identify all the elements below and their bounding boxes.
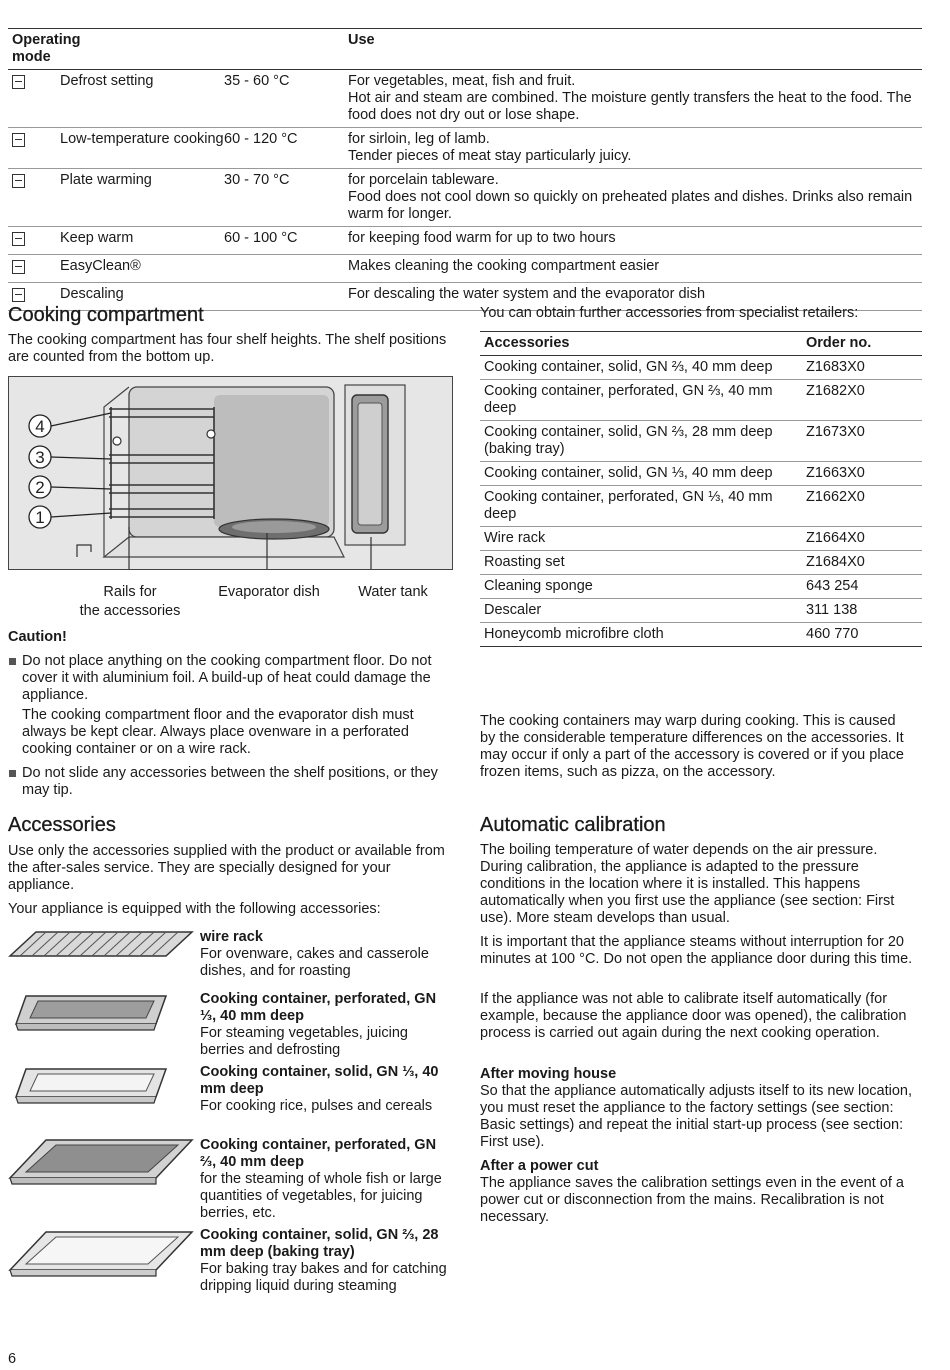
compartment-diagram	[9, 377, 452, 569]
table-row	[480, 380, 922, 421]
accessory-baking-tray: Cooking container, solid, GN ⅔, 28 mm deep (baking tray) For baking tray bakes and for catching dripping liquid during steaming	[200, 1227, 447, 1294]
mode-name: Defrost setting	[60, 73, 154, 89]
mode-use: for porcelain tableware. Food does not cool down so quickly on preheated plates and dishes. Drinks also remain warm for longer.	[348, 172, 913, 222]
heading-automatic-calibration: Automatic calibration	[480, 814, 666, 836]
low-temperature-icon	[12, 133, 25, 147]
solid-container-small-image	[6, 1063, 176, 1105]
header-order-no: Order no.	[806, 335, 872, 351]
table-row	[480, 599, 922, 623]
caption-evaporator-dish: Evaporator dish	[218, 584, 320, 600]
table-row	[480, 462, 922, 486]
order-numbers-table	[480, 331, 922, 647]
order-number: 311 138	[806, 602, 858, 618]
caution-bullet-2: Do not slide any accessories between the shelf positions, or they may tip.	[8, 765, 453, 799]
caution-bullet-1: Do not place anything on the cooking compartment floor. Do not cover it with aluminium foil. A build-up of heat could damage the appliance.	[8, 653, 453, 704]
descaling-icon	[12, 288, 25, 302]
accessory-name: Honeycomb microfibre cloth	[484, 626, 664, 642]
heading-accessories: Accessories	[8, 814, 116, 836]
after-moving-text: So that the appliance automatically adjusts itself to its new location, you must reset the appliance to the factory settings (see section: Basic settings) and repeat the initial start-up process (see section: First use).	[480, 1083, 913, 1150]
table-row	[480, 575, 922, 599]
header-use: Use	[348, 32, 375, 48]
calibration-p2: It is important that the appliance steams without interruption for 20 minutes at 100 °C. Do not open the appliance door during this time.	[480, 934, 913, 967]
mode-use: For vegetables, meat, fish and fruit. Hot air and steam are combined. The moisture gently transfers the heat to the food. The food does not dry out or lose shape.	[348, 73, 912, 123]
accessory-perforated-small: Cooking container, perforated, GN ⅓, 40 mm deep For steaming vegetables, juicing berries and defrosting	[200, 991, 437, 1058]
accessory-name: Cooking container, solid, GN ⅔, 28 mm deep (baking tray)	[484, 424, 773, 457]
cooking-compartment-illustration	[8, 376, 453, 570]
calibration-p1: The boiling temperature of water depends on the air pressure. During calibration, the appliance is adapted to the pressure conditions in the location where it is installed. This happens automatically when you first use the appliance (see section: First use). More steam develops than usual.	[480, 842, 895, 926]
after-moving-title: After moving house	[480, 1066, 617, 1082]
mode-temperature: 60 - 120 °C	[224, 131, 298, 147]
order-number: 643 254	[806, 578, 859, 594]
accessory-name: Roasting set	[484, 554, 565, 570]
mode-name: EasyClean®	[60, 258, 141, 274]
mode-name: Descaling	[60, 286, 124, 302]
accessory-perforated-large: Cooking container, perforated, GN ⅔, 40 mm deep for the steaming of whole fish or large quantities of vegetables, for juicing berries, etc.	[200, 1137, 442, 1221]
mode-temperature	[224, 286, 348, 307]
table-row	[8, 169, 922, 227]
mode-use: for sirloin, leg of lamb. Tender pieces of meat stay particularly juicy.	[348, 131, 632, 164]
specialist-intro: You can obtain further accessories from specialist retailers:	[480, 305, 859, 321]
header-operating-mode: Operating mode	[12, 32, 81, 65]
order-number: Z1663X0	[806, 465, 865, 481]
perforated-container-small-image	[6, 990, 176, 1032]
accessory-name: Cooking container, solid, GN ⅓, 40 mm deep	[484, 465, 773, 481]
mode-temperature: 30 - 70 °C	[224, 172, 290, 188]
accessory-name: Cooking container, perforated, GN ⅓, 40 mm deep	[484, 489, 773, 522]
accessory-name: Cleaning sponge	[484, 578, 593, 594]
table-row	[8, 255, 922, 283]
table-row	[480, 551, 922, 575]
mode-name: Keep warm	[60, 230, 134, 246]
accessory-name: Wire rack	[484, 530, 546, 546]
mode-name: Low-temperature cooking	[60, 131, 224, 147]
perforated-container-large-image	[6, 1136, 196, 1188]
accessory-solid-small: Cooking container, solid, GN ⅓, 40 mm deep For cooking rice, pulses and cereals	[200, 1064, 439, 1114]
mode-use: Makes cleaning the cooking compartment easier	[348, 258, 660, 274]
order-number: Z1673X0	[806, 424, 865, 440]
order-number: Z1664X0	[806, 530, 865, 546]
wire-rack-image	[6, 928, 196, 960]
caption-rails: Rails for the accessories	[79, 584, 181, 619]
mode-temperature: 60 - 100 °C	[224, 230, 298, 246]
after-power-cut-text: The appliance saves the calibration settings even in the event of a power cut or disconnection from the mains. Recalibration is not necessary.	[480, 1175, 904, 1225]
accessory-name: Cooking container, solid, GN ⅔, 40 mm deep	[484, 359, 773, 375]
table-row	[480, 623, 922, 647]
table-row	[480, 356, 922, 380]
operating-modes-table	[8, 28, 922, 311]
calibration-p3: If the appliance was not able to calibrate itself automatically (for example, because the appliance door was opened), the calibration process is carried out again during the next cooking operation.	[480, 991, 907, 1041]
accessories-intro: Use only the accessories supplied with the product or available from the after-sales service. They are specially designed for your appliance.	[8, 843, 445, 893]
order-table-header	[480, 332, 922, 356]
shelf-number-1: 1	[35, 508, 45, 527]
compartment-intro: The cooking compartment has four shelf heights. The shelf positions are counted from the bottom up.	[8, 332, 447, 365]
accessory-name: Descaler	[484, 602, 542, 618]
shelf-number-4: 4	[35, 417, 45, 436]
defrost-icon	[12, 75, 25, 89]
table-row	[8, 70, 922, 128]
order-number: Z1662X0	[806, 489, 865, 505]
caution-bullet-1-extra: The cooking compartment floor and the evaporator dish must always be kept clear. Always place ovenware in a perforated cooking container or on a wire rack.	[22, 707, 414, 757]
mode-temperature: 35 - 60 °C	[224, 73, 290, 89]
mode-name: Plate warming	[60, 172, 152, 188]
mode-use: for keeping food warm for up to two hours	[348, 230, 616, 246]
baking-tray-image	[6, 1228, 196, 1280]
caution-title: Caution!	[8, 629, 67, 645]
caption-water-tank: Water tank	[358, 584, 428, 600]
order-number: Z1684X0	[806, 554, 865, 570]
keep-warm-icon	[12, 232, 25, 246]
table-row	[480, 527, 922, 551]
table-header	[8, 29, 922, 70]
heading-cooking-compartment: Cooking compartment	[8, 304, 204, 326]
order-number: Z1683X0	[806, 359, 865, 375]
accessories-equipped: Your appliance is equipped with the following accessories:	[8, 901, 381, 917]
page-number: 6	[8, 1351, 17, 1367]
shelf-number-3: 3	[35, 448, 45, 467]
table-row	[480, 486, 922, 527]
order-number: 460 770	[806, 626, 859, 642]
accessory-wire-rack: wire rack For ovenware, cakes and casserole dishes, and for roasting	[200, 929, 429, 979]
warp-note: The cooking containers may warp during cooking. This is caused by the considerable temperature differences on the accessories. It may occur if only a part of the accessory is covered or if you place frozen items, such as pizza, on the accessory.	[480, 713, 904, 780]
easyclean-icon	[12, 260, 25, 274]
table-row	[8, 128, 922, 169]
table-row	[8, 227, 922, 255]
mode-temperature	[224, 258, 348, 279]
accessory-name: Cooking container, perforated, GN ⅔, 40 mm deep	[484, 383, 773, 416]
shelf-number-2: 2	[35, 478, 45, 497]
mode-use: For descaling the water system and the evaporator dish	[348, 286, 706, 302]
order-number: Z1682X0	[806, 383, 865, 399]
after-power-cut-title: After a power cut	[480, 1158, 599, 1174]
header-accessories: Accessories	[484, 335, 570, 351]
plate-warming-icon	[12, 174, 25, 188]
table-row	[480, 421, 922, 462]
